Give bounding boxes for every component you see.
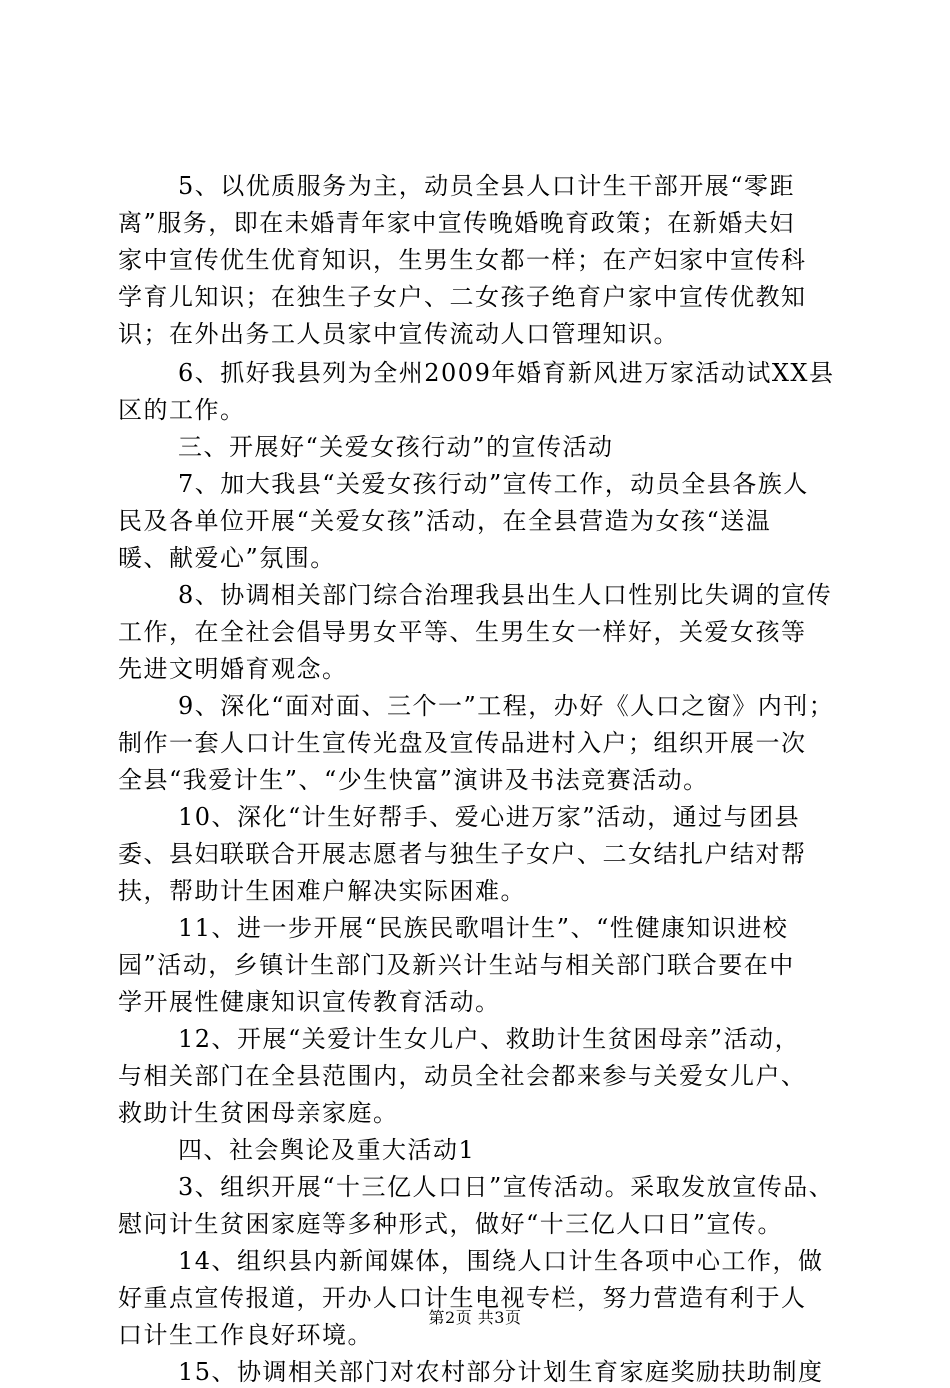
section-heading: 三、开展好“关爱女孩行动”的宣传活动 xyxy=(178,433,614,461)
text-line: 园”活动，乡镇计生部门及新兴计生站与相关部门联合要在中 xyxy=(118,951,795,979)
text-line: 6、抓好我县列为全州2009年婚育新风进万家活动试XX县 xyxy=(178,359,835,387)
text-line: 7、加大我县“关爱女孩行动”宣传工作，动员全县各族人 xyxy=(178,470,809,498)
text-line: 11、进一步开展“民族民歌唱计生”、“性健康知识进校 xyxy=(178,914,789,942)
text-line: 口计生工作良好环境。 xyxy=(118,1321,373,1349)
text-line: 离”服务，即在未婚青年家中宣传晚婚晚育政策；在新婚夫妇 xyxy=(118,209,795,237)
text-line: 家中宣传优生优育知识，生男生女都一样；在产妇家中宣传科 xyxy=(118,246,807,274)
text-line: 10、深化“计生好帮手、爱心进万家”活动，通过与团县 xyxy=(178,803,801,831)
text-line: 识；在外出务工人员家中宣传流动人口管理知识。 xyxy=(118,320,679,348)
text-line: 15、协调相关部门对农村部分计划生育家庭奖励扶助制度 xyxy=(178,1358,824,1386)
text-line: 3、组织开展“十三亿人口日”宣传活动。采取发放宣传品、 xyxy=(178,1173,835,1201)
text-line: 委、县妇联联合开展志愿者与独生子女户、二女结扎户结对帮 xyxy=(118,840,807,868)
text-line: 12、开展“关爱计生女儿户、救助计生贫困母亲”活动， xyxy=(178,1025,801,1053)
text-line: 暖、献爱心”氛围。 xyxy=(118,544,336,572)
text-line: 与相关部门在全县范围内，动员全社会都来参与关爱女儿户、 xyxy=(118,1062,807,1090)
text-line: 先进文明婚育观念。 xyxy=(118,655,348,683)
text-line: 救助计生贫困母亲家庭。 xyxy=(118,1099,399,1127)
text-line: 5、以优质服务为主，动员全县人口计生干部开展“零距 xyxy=(178,172,796,200)
text-line: 区的工作。 xyxy=(118,396,246,424)
text-line: 工作，在全社会倡导男女平等、生男生女一样好，关爱女孩等 xyxy=(118,618,807,646)
text-line: 9、深化“面对面、三个一”工程，办好《人口之窗》内刊； xyxy=(178,692,835,720)
page-footer: 第2页 共3页 xyxy=(428,1308,522,1327)
text-line: 全县“我爱计生”、“少生快富”演讲及书法竞赛活动。 xyxy=(118,766,709,794)
text-line: 学育儿知识；在独生子女户、二女孩子绝育户家中宣传优教知 xyxy=(118,283,807,311)
section-heading: 四、社会舆论及重大活动1 xyxy=(178,1136,476,1164)
text-line: 慰问计生贫困家庭等多种形式，做好“十三亿人口日”宣传。 xyxy=(118,1210,784,1238)
text-line: 好重点宣传报道，开办人口计生电视专栏，努力营造有利于人 xyxy=(118,1284,807,1312)
text-line: 14、组织县内新闻媒体，围绕人口计生各项中心工作，做 xyxy=(178,1247,824,1275)
text-line: 扶，帮助计生困难户解决实际困难。 xyxy=(118,877,526,905)
text-line: 学开展性健康知识宣传教育活动。 xyxy=(118,988,501,1016)
text-line: 8、协调相关部门综合治理我县出生人口性别比失调的宣传 xyxy=(178,581,833,609)
text-line: 民及各单位开展“关爱女孩”活动，在全县营造为女孩“送温 xyxy=(118,507,772,535)
text-line: 制作一套人口计生宣传光盘及宣传品进村入户；组织开展一次 xyxy=(118,729,807,757)
